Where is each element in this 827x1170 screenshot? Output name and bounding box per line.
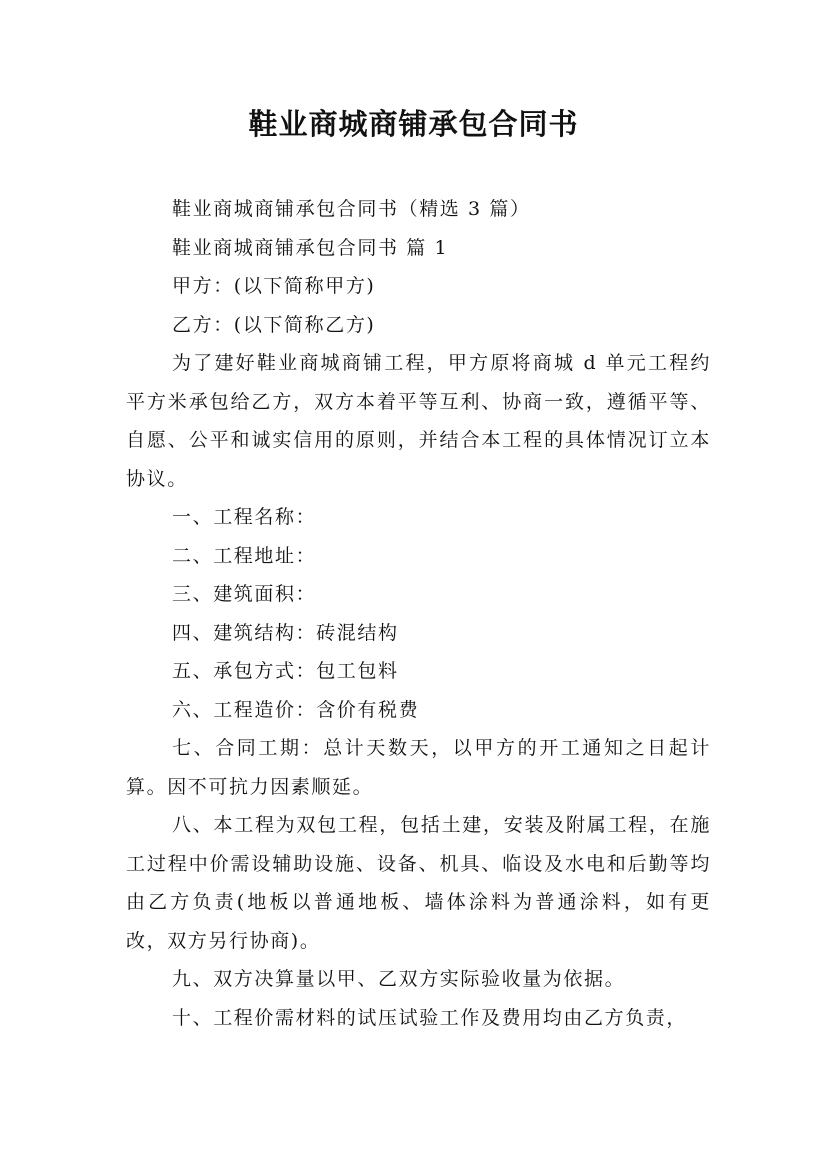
clause-2: 二、工程地址：	[172, 544, 317, 567]
paragraph-party-a: 甲方：(以下简称甲方)	[172, 275, 376, 297]
document-title: 鞋业商城商铺承包合同书	[248, 107, 579, 141]
paragraph-party-b: 乙方：(以下简称乙方)	[172, 313, 376, 336]
paragraph-subtitle: 鞋业商城商铺承包合同书（精选 3 篇）	[172, 198, 531, 220]
clause-7: 七、合同工期：总计天数天，以甲方的开工通知之日起计算。因不可抗力因素顺延。	[126, 737, 711, 798]
clause-3: 三、建筑面积：	[172, 583, 317, 605]
paragraph-preamble: 为了建好鞋业商城商铺工程，甲方原将商城 d 单元工程约平方米承包给乙方，双方本着平等互利、协商一致，遵循平等、自愿、公平和诚实信用的原则，并结合本工程的具体情况订立本协议。	[126, 352, 711, 490]
clause-10: 十、工程价需材料的试压试验工作及费用均由乙方负责，	[172, 1006, 688, 1029]
clause-8: 八、本工程为双包工程，包括土建，安装及附属工程，在施工过程中价需设辅助设施、设备、机具、临设及水电和后勤等均由乙方负责(地板以普通地板、墙体涂料为普通涂料，如有更改，双方另行协商)。	[126, 814, 711, 952]
clause-4: 四、建筑结构：砖混结构	[172, 621, 399, 644]
document-body	[126, 190, 711, 1037]
clause-5: 五、承包方式：包工包料	[172, 660, 399, 682]
clause-1: 一、工程名称：	[172, 506, 317, 528]
clause-6: 六、工程造价：含价有税费	[172, 698, 420, 721]
paragraph-part-heading: 鞋业商城商铺承包合同书 篇 1	[172, 236, 449, 259]
clause-9: 九、双方决算量以甲、乙双方实际验收量为依据。	[172, 968, 626, 990]
